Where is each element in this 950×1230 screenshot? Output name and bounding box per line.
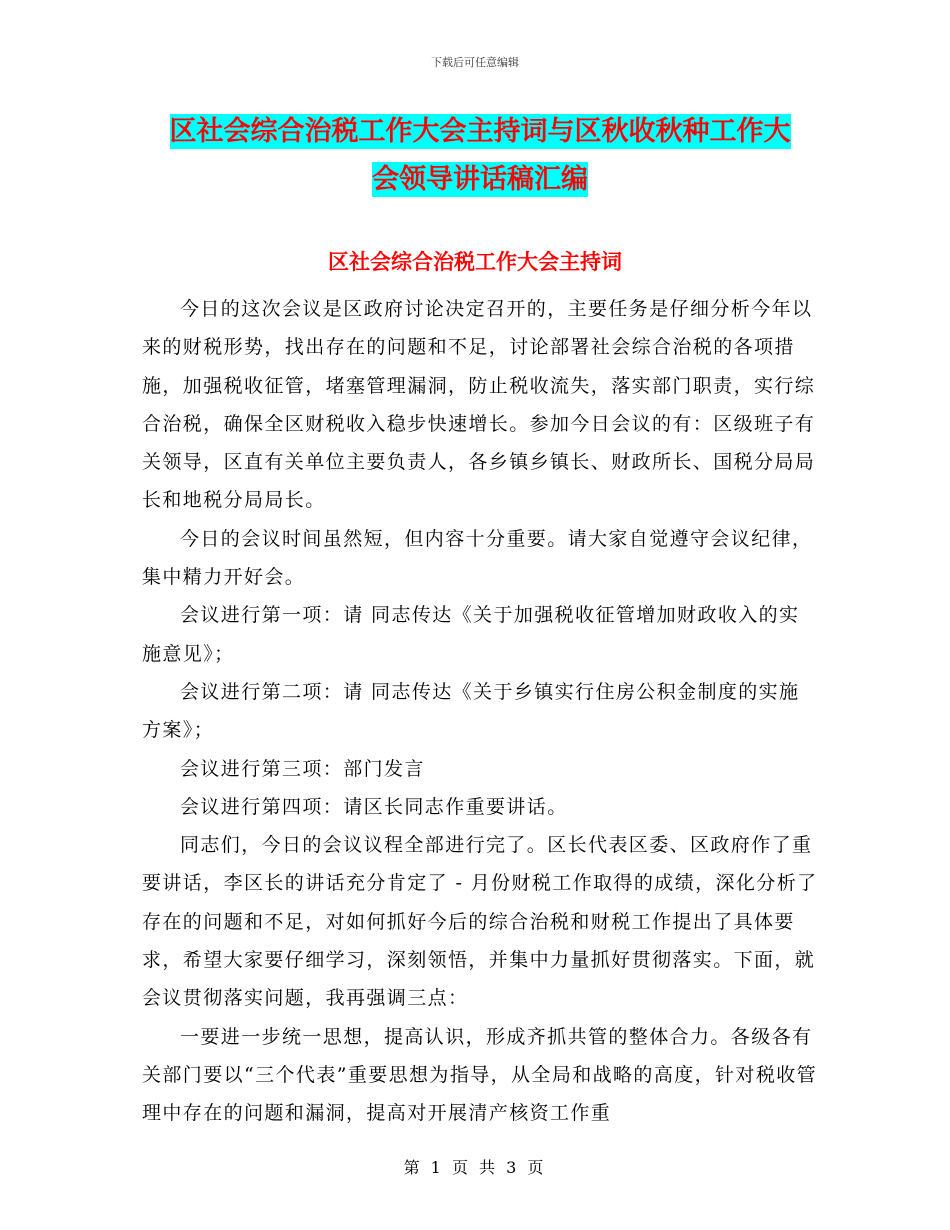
paragraph: 会议进行第四项：请区长同志作重要讲话。 xyxy=(180,795,568,818)
section-title: 区社会综合治税工作大会主持词 xyxy=(328,250,622,274)
document-title xyxy=(140,108,820,204)
title-line-1: 区社会综合治税工作大会主持词与区秋收秋种工作大 xyxy=(169,116,791,147)
paragraph: 会议进行第一项：请 同志传达《关于加强税收征管增加财政收入的实施意见》； xyxy=(142,604,800,665)
header-note: 下载后可任意编辑 xyxy=(431,56,519,69)
paragraph: 今日的会议时间虽然短，但内容十分重要。请大家自觉遵守会议纪律，集中精力开好会。 xyxy=(142,527,813,589)
paragraph: 一要进一步统一思想，提高认识，形成齐抓共管的整体合力。各级各有关部门要以“三个代表”重要思想为指导，从全局和战略的高度，针对税收管理中存在的问题和漏洞，提高对开展清产核资工作重 xyxy=(142,1025,818,1125)
title-line-2: 会领导讲话稿汇编 xyxy=(372,164,588,195)
paragraph: 会议进行第二项：请 同志传达《关于乡镇实行住房公积金制度的实施方案》； xyxy=(142,680,800,742)
paragraph: 会议进行第三项：部门发言 xyxy=(180,757,425,780)
document-body xyxy=(142,290,818,1133)
page-footer: 第 1 页 共 3 页 xyxy=(403,1158,547,1177)
paragraph: 今日的这次会议是区政府讨论决定召开的，主要任务是仔细分析今年以来的财税形势，找出存在的问题和不足，讨论部署社会综合治税的各项措施，加强税收征管，堵塞管理漏洞，防止税收流失，落实部门职责，实行综合治税，确保全区财税收入稳步快速增长。参加今日会议的有：区级班子有关领导，区直有关单位主要负责人，各乡镇乡镇长、财政所长、国税分局局长和地税分局局长。 xyxy=(142,298,816,512)
paragraph: 同志们，今日的会议议程全部进行完了。区长代表区委、区政府作了重要讲话，李区长的讲话充分肯定了 - 月份财税工作取得的成绩，深化分析了存在的问题和不足，对如何抓好今后的综合治税和财税工作提出了具体要求，希望大家要仔细学习，深刻领悟，并集中力量抓好贯彻落实。下面，就会议贯彻落实问题，我再强调三点： xyxy=(142,834,818,1010)
